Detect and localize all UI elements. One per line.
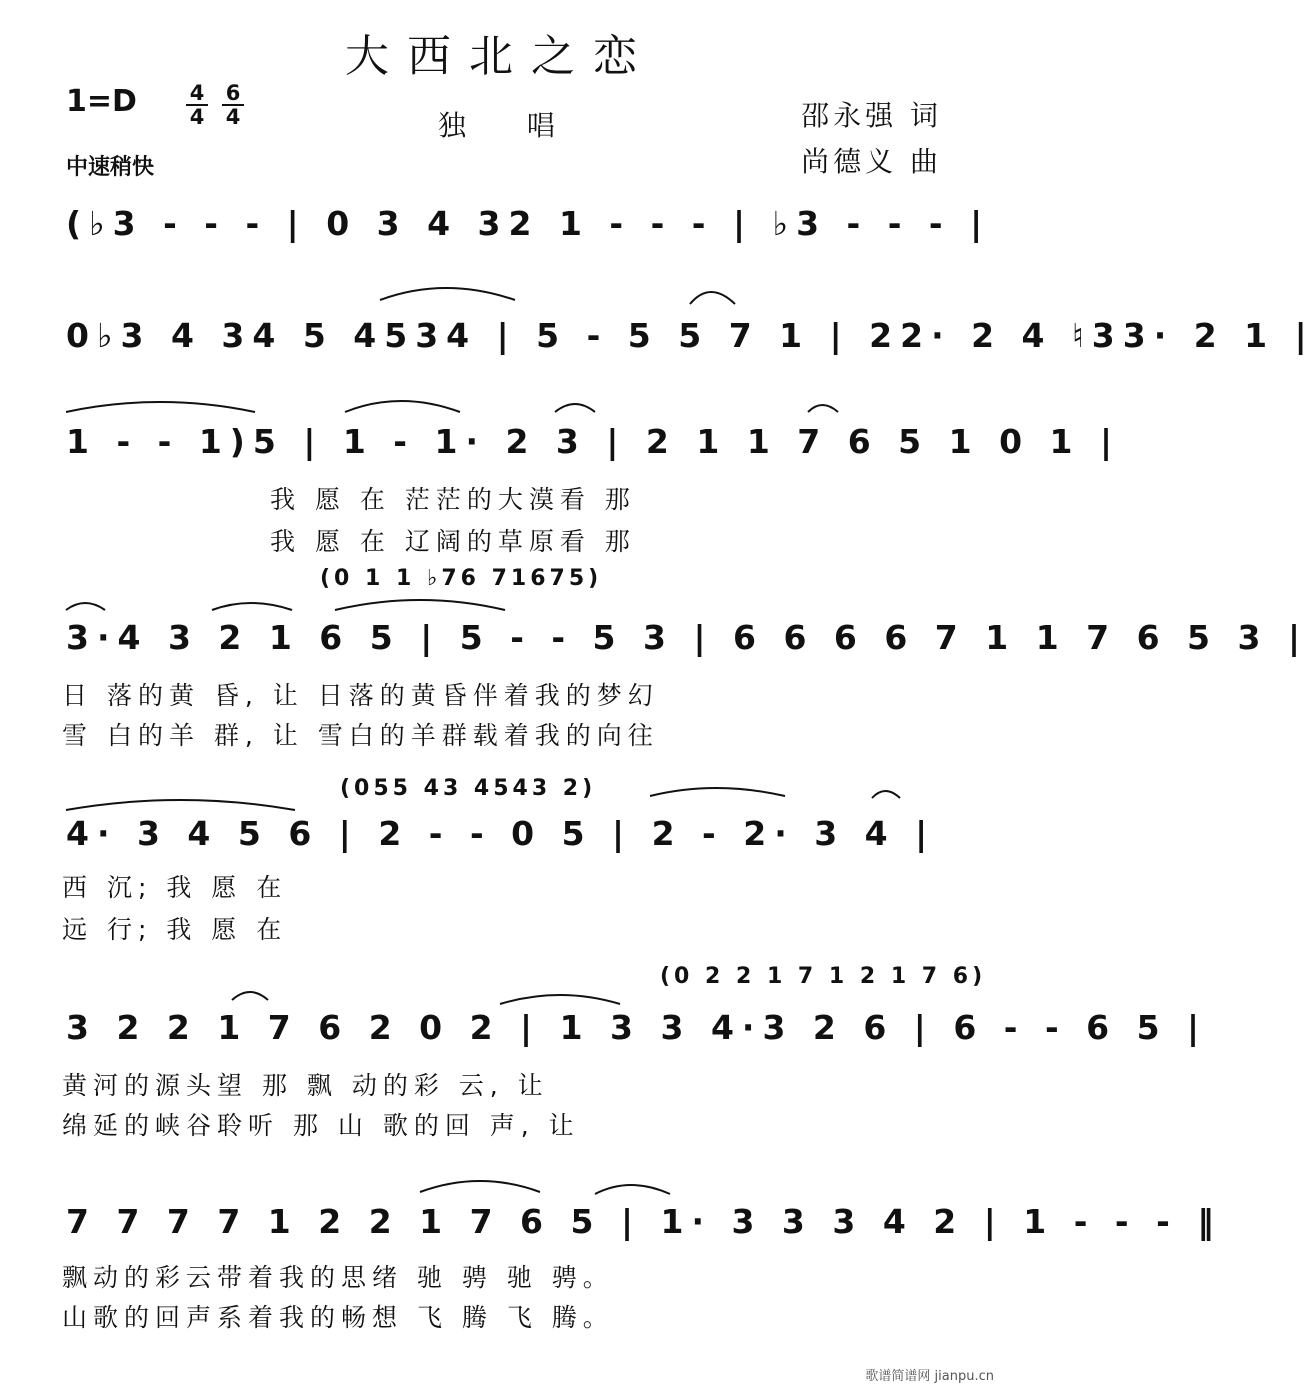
lyrics-line-3-verse-1: 我 愿 在 茫茫的大漠看 那 bbox=[270, 485, 636, 514]
song-title: 大西北之恋 bbox=[345, 31, 655, 82]
notes: 1 - - 1)5 | 1 - 1· 2 3 | 2 1 1 7 6 5 1 0 1 | bbox=[66, 422, 1121, 461]
slur bbox=[808, 405, 838, 412]
interlude-line-6: (0 2 2 1 7 1 2 1 7 6) bbox=[660, 964, 987, 989]
slur bbox=[212, 603, 292, 610]
slur bbox=[380, 288, 515, 300]
composer-credit: 尚德义 曲 bbox=[801, 145, 942, 178]
slur bbox=[420, 1181, 540, 1192]
slur bbox=[66, 800, 295, 810]
notes: 3 2 2 1 7 6 2 0 2 | 1 3 3 4·3 2 6 | 6 - - 6 5 | bbox=[66, 1008, 1208, 1047]
slur bbox=[500, 995, 620, 1004]
time-signature-2: 6 4 bbox=[222, 82, 244, 128]
lyrics-line-7-verse-1: 飘动的彩云带着我的思绪 驰 骋 驰 骋。 bbox=[62, 1263, 614, 1292]
lyrics-line-3-verse-2: 我 愿 在 辽阔的草原看 那 bbox=[270, 527, 636, 556]
lyrics-line-6-verse-1: 黄河的源头望 那 飘 动的彩 云, 让 bbox=[62, 1071, 549, 1100]
interlude-line-4: (0 1 1 ♭76 71675) bbox=[320, 566, 603, 591]
notes: 4· 3 4 5 6 | 2 - - 0 5 | 2 - 2· 3 4 | bbox=[66, 814, 936, 853]
watermark: 歌谱简谱网 jianpu.cn bbox=[865, 1369, 994, 1384]
notes: 3·4 3 2 1 6 5 | 5 - - 5 3 | 6 6 6 6 7 1 1 7 6 5 3 | bbox=[66, 618, 1309, 657]
slur bbox=[595, 1185, 670, 1194]
notes: 7 7 7 7 1 2 2 1 7 6 5 | 1· 3 3 3 4 2 | 1 - - - ‖ bbox=[66, 1202, 1222, 1241]
notes: (♭3 - - - | 0 3 4 32 1 - - - | ♭3 - - - | bbox=[66, 204, 991, 243]
lyrics-line-4-verse-1: 日 落的黄 昏, 让 日落的黄昏伴着我的梦幻 bbox=[62, 681, 659, 710]
interlude-line-5: (055 43 4543 2) bbox=[340, 776, 597, 801]
tempo-marking: 中速稍快 bbox=[66, 155, 155, 180]
slur bbox=[232, 992, 268, 1000]
slur bbox=[66, 402, 255, 412]
performance-type: 独 唱 bbox=[438, 109, 581, 142]
lyrics-line-7-verse-2: 山歌的回声系着我的畅想 飞 腾 飞 腾。 bbox=[62, 1303, 614, 1332]
lyrics-line-6-verse-2: 绵延的峡谷聆听 那 山 歌的回 声, 让 bbox=[62, 1111, 580, 1140]
slur bbox=[872, 791, 900, 798]
slur bbox=[345, 401, 460, 412]
key-signature: 1=D bbox=[66, 84, 137, 119]
slur bbox=[555, 404, 595, 412]
lyrics-line-5-verse-1: 西 沉; 我 愿 在 bbox=[62, 873, 288, 902]
lyrics-line-4-verse-2: 雪 白的羊 群, 让 雪白的羊群载着我的向往 bbox=[62, 721, 659, 750]
slur bbox=[335, 600, 505, 610]
slur bbox=[66, 603, 105, 610]
notes: 0♭3 4 34 5 4534 | 5 - 5 5 7 1 | 22· 2 4 ♮33· 2 1 | bbox=[66, 316, 1315, 355]
lyrics-line-5-verse-2: 远 行; 我 愿 在 bbox=[62, 915, 288, 944]
slur bbox=[650, 788, 785, 796]
time-signature-1: 4 4 bbox=[186, 82, 208, 128]
lyricist-credit: 邵永强 词 bbox=[801, 99, 942, 132]
slur bbox=[690, 292, 735, 304]
